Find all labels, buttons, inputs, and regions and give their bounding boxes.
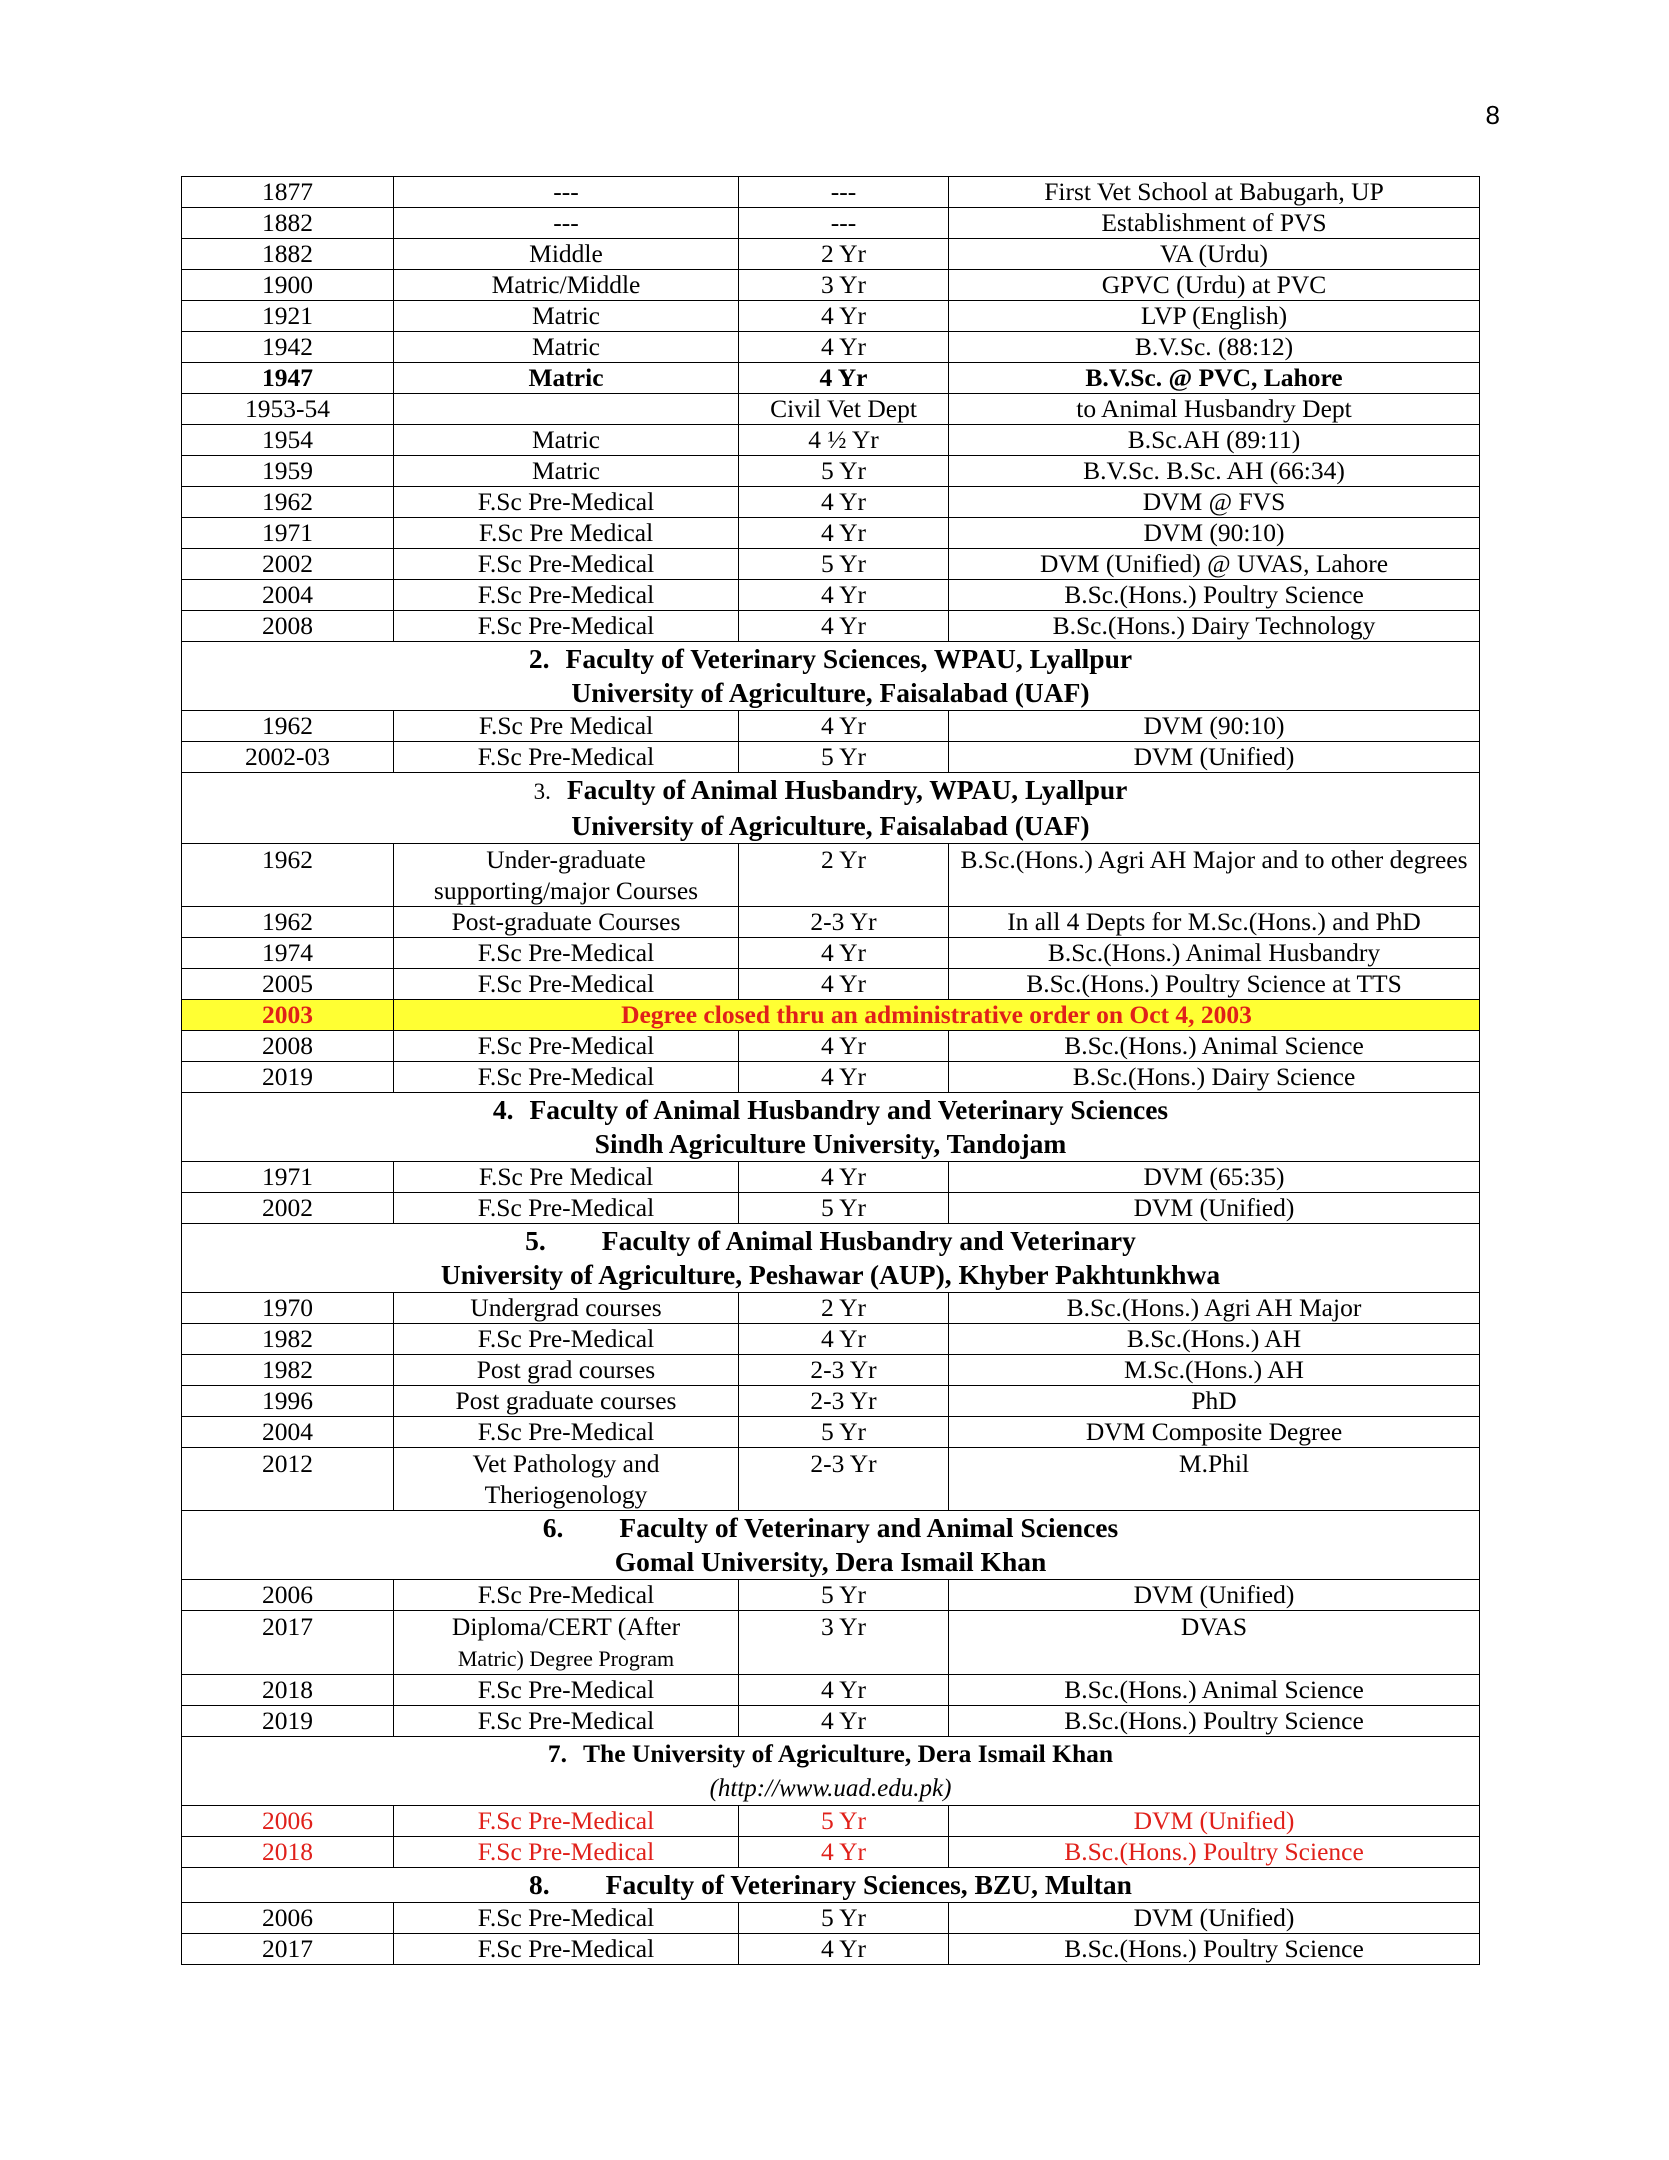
- section-title-line1: Faculty of Animal Husbandry and Veterinary: [601, 1225, 1136, 1256]
- section-heading-row: [182, 1511, 1480, 1580]
- program-cell: B.Sc.(Hons.) Agri AH Major: [949, 1293, 1480, 1324]
- table-row: [182, 580, 1480, 611]
- table-row: [182, 1293, 1480, 1324]
- table-row: [182, 1417, 1480, 1448]
- program-cell: B.Sc.(Hons.) AH: [949, 1324, 1480, 1355]
- program-cell: DVM (Unified): [949, 1580, 1480, 1611]
- program-cell: PhD: [949, 1386, 1480, 1417]
- duration-cell: 4 ½ Yr: [739, 425, 949, 456]
- table-row: [182, 239, 1480, 270]
- table-row: [182, 1062, 1480, 1093]
- section-heading: [182, 1093, 1480, 1162]
- table-row: [182, 1162, 1480, 1193]
- entry-cell: [394, 1611, 739, 1675]
- year-cell: 1971: [182, 1162, 394, 1193]
- program-cell: B.Sc.(Hons.) Animal Science: [949, 1675, 1480, 1706]
- program-cell: DVM Composite Degree: [949, 1417, 1480, 1448]
- duration-cell: 4 Yr: [739, 969, 949, 1000]
- table-row: [182, 969, 1480, 1000]
- year-cell: 2008: [182, 1031, 394, 1062]
- entry-cell: Post grad courses: [394, 1355, 739, 1386]
- program-cell: B.Sc.(Hons.) Poultry Science: [949, 580, 1480, 611]
- table-row: [182, 518, 1480, 549]
- entry-cell: Matric: [394, 425, 739, 456]
- section-number: 7.: [547, 1739, 568, 1768]
- section-heading: [182, 1224, 1480, 1293]
- section-heading: [182, 773, 1480, 844]
- program-cell: to Animal Husbandry Dept: [949, 394, 1480, 425]
- duration-cell: 4 Yr: [739, 1062, 949, 1093]
- table-row: [182, 844, 1480, 907]
- program-cell: DVM (90:10): [949, 711, 1480, 742]
- table-row: [182, 1324, 1480, 1355]
- table-row: [182, 549, 1480, 580]
- entry-cell: F.Sc Pre-Medical: [394, 1417, 739, 1448]
- table-row: [182, 1706, 1480, 1737]
- program-cell: B.Sc.(Hons.) Agri AH Major and to other degrees: [949, 844, 1480, 907]
- table-row: [182, 270, 1480, 301]
- year-cell: 1962: [182, 487, 394, 518]
- year-cell: 1877: [182, 177, 394, 208]
- year-cell: 1959: [182, 456, 394, 487]
- year-cell: 1971: [182, 518, 394, 549]
- program-cell: First Vet School at Babugarh, UP: [949, 177, 1480, 208]
- section-heading-row: [182, 642, 1480, 711]
- duration-cell: 4 Yr: [739, 611, 949, 642]
- section-title-line2: Gomal University, Dera Ismail Khan: [614, 1546, 1047, 1577]
- entry-cell: Under-graduate supporting/major Courses: [394, 844, 739, 907]
- entry-cell: F.Sc Pre-Medical: [394, 1031, 739, 1062]
- year-cell: 1942: [182, 332, 394, 363]
- program-cell: B.V.Sc. B.Sc. AH (66:34): [949, 456, 1480, 487]
- year-cell: 1953-54: [182, 394, 394, 425]
- duration-cell: 4 Yr: [739, 301, 949, 332]
- entry-cell: F.Sc Pre Medical: [394, 518, 739, 549]
- duration-cell: 4 Yr: [739, 1675, 949, 1706]
- entry-cell: Middle: [394, 239, 739, 270]
- duration-cell: 5 Yr: [739, 549, 949, 580]
- entry-cell: Matric: [394, 332, 739, 363]
- entry-cell: ---: [394, 208, 739, 239]
- page-number: 8: [1485, 100, 1500, 130]
- program-cell: In all 4 Depts for M.Sc.(Hons.) and PhD: [949, 907, 1480, 938]
- program-cell: B.V.Sc. (88:12): [949, 332, 1480, 363]
- duration-cell: 5 Yr: [739, 1806, 949, 1837]
- duration-cell: 5 Yr: [739, 1417, 949, 1448]
- section-heading-row: [182, 1868, 1480, 1903]
- duration-cell: 4 Yr: [739, 1162, 949, 1193]
- entry-cell: [394, 394, 739, 425]
- section-title-line1: Faculty of Veterinary Sciences, BZU, Multan: [605, 1869, 1132, 1900]
- entry-cell: ---: [394, 177, 739, 208]
- year-cell: 1982: [182, 1355, 394, 1386]
- table-row: [182, 177, 1480, 208]
- table-row: [182, 1448, 1480, 1511]
- entry-line1: Diploma/CERT (After: [451, 1612, 681, 1641]
- section-number: 8.: [529, 1869, 550, 1900]
- entry-cell: F.Sc Pre-Medical: [394, 549, 739, 580]
- program-cell: DVM (Unified) @ UVAS, Lahore: [949, 549, 1480, 580]
- section-title-line1: The University of Agriculture, Dera Ismail Khan: [583, 1739, 1114, 1768]
- table-row: [182, 425, 1480, 456]
- entry-cell: F.Sc Pre-Medical: [394, 1324, 739, 1355]
- year-cell: 1974: [182, 938, 394, 969]
- university-url: (http://www.uad.edu.pk): [709, 1775, 952, 1802]
- year-cell: 2012: [182, 1448, 394, 1511]
- program-cell: M.Phil: [949, 1448, 1480, 1511]
- program-cell: B.Sc.(Hons.) Poultry Science: [949, 1706, 1480, 1737]
- year-cell: 1962: [182, 907, 394, 938]
- entry-cell: Matric: [394, 363, 739, 394]
- section-heading-row: [182, 1737, 1480, 1806]
- duration-cell: 4 Yr: [739, 938, 949, 969]
- table-row: [182, 938, 1480, 969]
- program-cell: M.Sc.(Hons.) AH: [949, 1355, 1480, 1386]
- section-number: 6.: [542, 1512, 564, 1543]
- program-cell: B.Sc.(Hons.) Animal Science: [949, 1031, 1480, 1062]
- program-cell: B.Sc.(Hons.) Animal Husbandry: [949, 938, 1480, 969]
- duration-cell: 3 Yr: [739, 270, 949, 301]
- table-row: [182, 1580, 1480, 1611]
- year-cell: 2018: [182, 1837, 394, 1868]
- section-heading-row: [182, 1224, 1480, 1293]
- entry-cell: F.Sc Pre-Medical: [394, 1706, 739, 1737]
- entry-cell: F.Sc Pre-Medical: [394, 580, 739, 611]
- duration-cell: 4 Yr: [739, 1837, 949, 1868]
- duration-cell: 4 Yr: [739, 1031, 949, 1062]
- duration-cell: 2-3 Yr: [739, 907, 949, 938]
- table-row: [182, 363, 1480, 394]
- duration-cell: ---: [739, 177, 949, 208]
- year-cell: 2008: [182, 611, 394, 642]
- highlighted-row: [182, 1000, 1480, 1031]
- entry-cell: Matric: [394, 456, 739, 487]
- entry-cell: F.Sc Pre-Medical: [394, 1062, 739, 1093]
- entry-cell: F.Sc Pre-Medical: [394, 1837, 739, 1868]
- year-cell: 1962: [182, 844, 394, 907]
- section-heading: [182, 642, 1480, 711]
- year-cell: 1921: [182, 301, 394, 332]
- section-title-line2: University of Agriculture, Faisalabad (UAF): [571, 810, 1090, 841]
- year-cell: 2017: [182, 1611, 394, 1675]
- table-row: [182, 1806, 1480, 1837]
- year-cell: 1962: [182, 711, 394, 742]
- program-cell: DVM (Unified): [949, 1193, 1480, 1224]
- year-cell: 2018: [182, 1675, 394, 1706]
- section-heading: [182, 1868, 1480, 1903]
- table-row: [182, 1675, 1480, 1706]
- program-cell: B.V.Sc. @ PVC, Lahore: [949, 363, 1480, 394]
- entry-cell: F.Sc Pre-Medical: [394, 1903, 739, 1934]
- table-row: [182, 456, 1480, 487]
- section-title-line2: University of Agriculture, Peshawar (AUP), Khyber Pakhtunkhwa: [440, 1259, 1221, 1290]
- duration-cell: 5 Yr: [739, 1193, 949, 1224]
- duration-cell: 2-3 Yr: [739, 1448, 949, 1511]
- program-cell: B.Sc.(Hons.) Poultry Science at TTS: [949, 969, 1480, 1000]
- program-cell: B.Sc.(Hons.) Poultry Science: [949, 1934, 1480, 1965]
- entry-cell: F.Sc Pre-Medical: [394, 742, 739, 773]
- duration-cell: 5 Yr: [739, 456, 949, 487]
- section-title-line2: University of Agriculture, Faisalabad (UAF): [571, 677, 1090, 708]
- table-row: [182, 1903, 1480, 1934]
- duration-cell: ---: [739, 208, 949, 239]
- table-row: [182, 1837, 1480, 1868]
- duration-cell: 2 Yr: [739, 239, 949, 270]
- entry-cell: F.Sc Pre-Medical: [394, 1934, 739, 1965]
- program-cell: B.Sc.(Hons.) Dairy Science: [949, 1062, 1480, 1093]
- table-row: [182, 742, 1480, 773]
- program-cell: Establishment of PVS: [949, 208, 1480, 239]
- program-cell: DVAS: [949, 1611, 1480, 1675]
- table-row: [182, 711, 1480, 742]
- table-row: [182, 1031, 1480, 1062]
- year-cell: 2004: [182, 1417, 394, 1448]
- section-number: 2.: [528, 643, 550, 674]
- year-cell: 2004: [182, 580, 394, 611]
- year-cell: 2017: [182, 1934, 394, 1965]
- year-cell: 2019: [182, 1706, 394, 1737]
- duration-cell: 4 Yr: [739, 1706, 949, 1737]
- duration-cell: 4 Yr: [739, 1934, 949, 1965]
- year-cell: 2006: [182, 1580, 394, 1611]
- entry-cell: Vet Pathology and Theriogenology: [394, 1448, 739, 1511]
- year-cell: 2002-03: [182, 742, 394, 773]
- table-row: [182, 907, 1480, 938]
- duration-cell: 5 Yr: [739, 1903, 949, 1934]
- entry-cell: F.Sc Pre-Medical: [394, 938, 739, 969]
- table-row: [182, 1386, 1480, 1417]
- table-row: [182, 301, 1480, 332]
- year-cell: 1996: [182, 1386, 394, 1417]
- program-cell: DVM (Unified): [949, 1806, 1480, 1837]
- table-row: [182, 1355, 1480, 1386]
- program-cell: DVM (Unified): [949, 1903, 1480, 1934]
- duration-cell: 2-3 Yr: [739, 1355, 949, 1386]
- duration-cell: Civil Vet Dept: [739, 394, 949, 425]
- duration-cell: 5 Yr: [739, 742, 949, 773]
- duration-cell: 2 Yr: [739, 1293, 949, 1324]
- table-row: [182, 1934, 1480, 1965]
- entry-cell: F.Sc Pre-Medical: [394, 969, 739, 1000]
- table-row: [182, 394, 1480, 425]
- entry-line2: Matric) Degree Program: [457, 1646, 675, 1671]
- program-cell: DVM @ FVS: [949, 487, 1480, 518]
- entry-cell: Post graduate courses: [394, 1386, 739, 1417]
- duration-cell: 4 Yr: [739, 1324, 949, 1355]
- section-number: 3.: [533, 779, 551, 804]
- section-title-line1: Faculty of Veterinary and Animal Sciences: [619, 1512, 1119, 1543]
- duration-cell: 4 Yr: [739, 363, 949, 394]
- entry-cell: Matric: [394, 301, 739, 332]
- section-number: 4.: [492, 1094, 514, 1125]
- duration-cell: 4 Yr: [739, 487, 949, 518]
- entry-cell: F.Sc Pre-Medical: [394, 487, 739, 518]
- closure-note-cell: Degree closed thru an administrative order on Oct 4, 2003: [394, 1000, 1480, 1031]
- program-cell: VA (Urdu): [949, 239, 1480, 270]
- entry-cell: Matric/Middle: [394, 270, 739, 301]
- program-cell: DVM (90:10): [949, 518, 1480, 549]
- table-row: [182, 1193, 1480, 1224]
- year-cell: 2019: [182, 1062, 394, 1093]
- program-cell: B.Sc.(Hons.) Poultry Science: [949, 1837, 1480, 1868]
- section-title-line1: Faculty of Animal Husbandry, WPAU, Lyallpur: [566, 774, 1128, 805]
- duration-cell: 2 Yr: [739, 844, 949, 907]
- year-cell: 1882: [182, 208, 394, 239]
- year-cell: 1947: [182, 363, 394, 394]
- year-cell: 1900: [182, 270, 394, 301]
- program-cell: DVM (Unified): [949, 742, 1480, 773]
- program-cell: B.Sc.(Hons.) Dairy Technology: [949, 611, 1480, 642]
- year-cell: 2006: [182, 1806, 394, 1837]
- section-title-line2: Sindh Agriculture University, Tandojam: [594, 1128, 1067, 1159]
- year-cell: 1954: [182, 425, 394, 456]
- duration-cell: 3 Yr: [739, 1611, 949, 1675]
- entry-cell: F.Sc Pre-Medical: [394, 1806, 739, 1837]
- year-cell: 2002: [182, 549, 394, 580]
- entry-cell: Post-graduate Courses: [394, 907, 739, 938]
- table-row: [182, 1611, 1480, 1675]
- section-heading-row: [182, 1093, 1480, 1162]
- program-history-table: [181, 176, 1480, 1965]
- section-heading: [182, 1511, 1480, 1580]
- entry-cell: F.Sc Pre-Medical: [394, 1193, 739, 1224]
- entry-cell: F.Sc Pre-Medical: [394, 1675, 739, 1706]
- table-row: [182, 332, 1480, 363]
- section-number: 5.: [525, 1225, 546, 1256]
- duration-cell: 4 Yr: [739, 518, 949, 549]
- entry-cell: F.Sc Pre-Medical: [394, 611, 739, 642]
- entry-cell: F.Sc Pre-Medical: [394, 1580, 739, 1611]
- section-heading: [182, 1737, 1480, 1806]
- table-row: [182, 487, 1480, 518]
- year-cell: 2003: [182, 1000, 394, 1031]
- year-cell: 2006: [182, 1903, 394, 1934]
- year-cell: 1970: [182, 1293, 394, 1324]
- section-heading-row: [182, 773, 1480, 844]
- year-cell: 2005: [182, 969, 394, 1000]
- duration-cell: 5 Yr: [739, 1580, 949, 1611]
- entry-cell: Undergrad courses: [394, 1293, 739, 1324]
- duration-cell: 4 Yr: [739, 580, 949, 611]
- program-cell: GPVC (Urdu) at PVC: [949, 270, 1480, 301]
- section-title-line1: Faculty of Veterinary Sciences, WPAU, Lyallpur: [565, 643, 1133, 674]
- program-cell: B.Sc.AH (89:11): [949, 425, 1480, 456]
- table-row: [182, 208, 1480, 239]
- duration-cell: 2-3 Yr: [739, 1386, 949, 1417]
- table-row: [182, 611, 1480, 642]
- entry-cell: F.Sc Pre Medical: [394, 1162, 739, 1193]
- duration-cell: 4 Yr: [739, 711, 949, 742]
- entry-cell: F.Sc Pre Medical: [394, 711, 739, 742]
- section-title-line1: Faculty of Animal Husbandry and Veterinary Sciences: [529, 1094, 1169, 1125]
- program-cell: LVP (English): [949, 301, 1480, 332]
- year-cell: 1982: [182, 1324, 394, 1355]
- year-cell: 1882: [182, 239, 394, 270]
- duration-cell: 4 Yr: [739, 332, 949, 363]
- program-cell: DVM (65:35): [949, 1162, 1480, 1193]
- year-cell: 2002: [182, 1193, 394, 1224]
